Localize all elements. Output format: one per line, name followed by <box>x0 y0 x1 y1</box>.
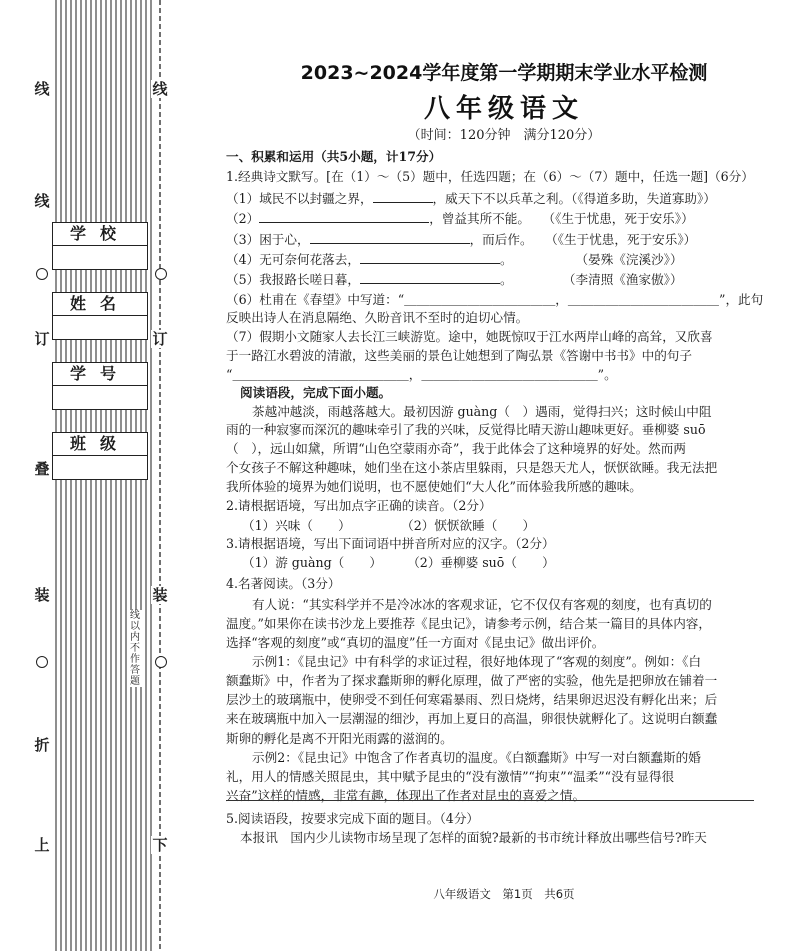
line-suffix: ，威天下不以兵革之利。（《得道多助，失道寡助》） <box>432 191 716 206</box>
student-id-field[interactable] <box>52 362 148 410</box>
binding-circle <box>36 268 48 280</box>
answer-blank[interactable] <box>310 231 470 244</box>
exam-line: （7）假期小文随家人去长江三峡游览。途中，她既惊叹于江水两岸山峰的高耸，又欣喜 <box>226 329 713 344</box>
binding-char-left: 线 <box>34 192 50 210</box>
binding-circle <box>36 656 48 668</box>
exam-line <box>226 231 696 248</box>
exam-title: 2023~2024学年度第一学期期末学业水平检测 <box>300 62 708 84</box>
exam-line: 兴奋”这样的情感，非常有趣，体现出了作者对昆虫的喜爱之情。 <box>226 788 586 803</box>
exam-line: 于一路江水碧波的清澈，这些美丽的景色让她想到了陶弘景《答谢中书书》中的句子 <box>226 348 692 363</box>
answer-blank[interactable] <box>360 271 500 284</box>
exam-line: 额蠢斯》中，作者为了探求蠢斯卵的孵化原理，做了严密的实验，他先是把卵放在铺着一 <box>226 673 718 688</box>
binding-strip <box>0 0 200 951</box>
exam-line: 4.名著阅读。（3分） <box>226 576 341 591</box>
exam-line: 示例2：《昆虫记》中饱含了作者真切的温度。《白额蠢斯》中写一对白额蠢斯的婚 <box>252 750 701 765</box>
exam-line: 有人说：“其实科学并不是冷冰冰的客观求证，它不仅仅有客观的刻度，也有真切的 <box>252 597 712 612</box>
exam-line: 3.请根据语境，写出下面词语中拼音所对应的汉字。（2分） <box>226 536 555 551</box>
exam-line: 我所体验的境界为她们说明，也不愿使她们“大人化”而体验我所感的趣味。 <box>226 479 642 494</box>
exam-line: 反映出诗人在消息隔绝、久盼音讯不至时的迫切心情。 <box>226 310 529 325</box>
exam-line: 阅读语段，完成下面小题。 <box>240 385 392 400</box>
line-prefix: （3）困于心， <box>226 232 310 247</box>
exam-line <box>226 251 683 268</box>
exam-line: 本报讯 国内少儿读物市场呈现了怎样的面貌?最新的书市统计释放出哪些信号?昨天 <box>240 830 707 845</box>
exam-line: 斯卵的孵化是离不开阳光雨露的滋润的。 <box>226 731 453 746</box>
student-id-label: 学号 <box>53 363 147 386</box>
exam-line: 一、积累和运用（共5小题，计17分） <box>226 149 442 164</box>
answer-blank[interactable] <box>373 190 433 203</box>
exam-line: 个女孩子不解这种趣味，她们坐在这小茶店里躲雨，只是怨天尤人，恹恹欲睡。我无法把 <box>226 460 718 475</box>
exam-line: 5.阅读语段，按要求完成下面的题目。（4分） <box>226 811 480 826</box>
name-field[interactable] <box>52 292 148 340</box>
exam-subject: 八年级语文 <box>423 94 584 124</box>
exam-line <box>226 190 716 207</box>
binding-char-mid: 装 <box>152 586 168 604</box>
class-label: 班级 <box>53 433 147 456</box>
exam-line: 来在玻璃瓶中加入一层潮湿的细沙，再加上夏日的高温，卵很快就孵化了。这说明白额蠢 <box>226 711 718 726</box>
exam-line: 温度。”如果你在读书沙龙上要推荐《昆虫记》，请参考示例，结合某一篇目的具体内容， <box>226 616 711 631</box>
exam-line: 茶越冲越淡，雨越落越大。最初因游 guàng（ ）遇雨，觉得扫兴；这时候山中阻 <box>252 404 712 419</box>
exam-line: （1）游 guàng（ ） （2）垂柳婆 suō（ ） <box>242 555 555 570</box>
exam-line: “＿＿＿＿＿＿＿＿＿＿＿＿＿＿，＿＿＿＿＿＿＿＿＿＿＿＿＿＿”。 <box>226 367 617 382</box>
section-divider <box>226 800 754 801</box>
line-prefix: （2） <box>226 211 260 226</box>
exam-line: （1）兴味（ ） （2）恹恹欲睡（ ） <box>242 518 536 533</box>
line-suffix: ，而后作。 （《生于忧患，死于安乐》） <box>469 232 697 247</box>
page-footer: 八年级语文 第1页 共6页 <box>433 887 575 901</box>
exam-line: （6）杜甫在《春望》中写道：“＿＿＿＿＿＿＿＿＿＿＿＿，＿＿＿＿＿＿＿＿＿＿＿＿”，此句 <box>226 292 764 307</box>
exam-line: 2.请根据语境，写出加点字正确的读音。（2分） <box>226 498 492 513</box>
line-prefix: （4）无可奈何花落去， <box>226 252 360 267</box>
exam-line: 雨的一种寂寥而深沉的趣味牵引了我的兴味，反觉得比晴天游山趣味更好。垂柳婆 suō <box>226 422 706 437</box>
exam-line: 层沙土的玻璃瓶中，使卵受不到任何寒霜暴雨、烈日烧烤，结果卵迟迟没有孵化出来；后 <box>226 692 718 707</box>
exam-line: 示例1：《昆虫记》中有科学的求证过程，很好地体现了“客观的刻度”。例如：《白 <box>252 654 702 669</box>
exam-time-info: （时间：120分钟 满分120分） <box>407 128 601 143</box>
line-prefix: （5）我报路长嗟日暮， <box>226 272 360 287</box>
binding-circle <box>155 268 167 280</box>
binding-char-mid: 线 <box>152 80 168 98</box>
binding-char-mid: 下 <box>152 836 168 854</box>
line-suffix: ，曾益其所不能。 （《生于忧患，死于安乐》） <box>429 211 694 226</box>
line-suffix: 。 （晏殊《浣溪沙》） <box>499 252 683 267</box>
binding-char-left: 线 <box>34 80 50 98</box>
binding-circle <box>155 656 167 668</box>
binding-char-left: 上 <box>34 836 50 854</box>
binding-char-left: 订 <box>34 330 50 348</box>
exam-line: 选择“客观的刻度”或“真切的温度”任一方面对《昆虫记》做出评价。 <box>226 635 605 650</box>
exam-line: 1.经典诗文默写。[在（1）～（5）题中，任选四题；在（6）～（7）题中，任选一题]（6分） <box>226 169 754 184</box>
exam-line <box>226 210 694 227</box>
binding-char-left: 折 <box>34 736 50 754</box>
binding-char-mid: 订 <box>152 330 168 348</box>
class-field[interactable] <box>52 432 148 480</box>
answer-blank[interactable] <box>360 251 500 264</box>
exam-line <box>226 271 683 288</box>
exam-line: （ ），远山如黛，所谓“山色空蒙雨亦奇”，我于此体会了这种境界的好处。然而两 <box>226 441 686 456</box>
binding-char-left: 装 <box>34 586 50 604</box>
answer-blank[interactable] <box>259 210 429 223</box>
name-label: 姓名 <box>53 293 147 316</box>
line-prefix: （1）域民不以封疆之界， <box>226 191 373 206</box>
school-label: 学校 <box>53 223 147 246</box>
exam-line: 礼，用人的情感关照昆虫，其中赋予昆虫的“没有激情”“拘束”“温柔”“没有显得很 <box>226 769 675 784</box>
binding-char-left: 叠 <box>34 460 50 478</box>
line-suffix: 。 （李清照《渔家傲》） <box>499 272 683 287</box>
binding-note: 线以内不作答题 <box>130 610 140 687</box>
school-field[interactable] <box>52 222 148 270</box>
